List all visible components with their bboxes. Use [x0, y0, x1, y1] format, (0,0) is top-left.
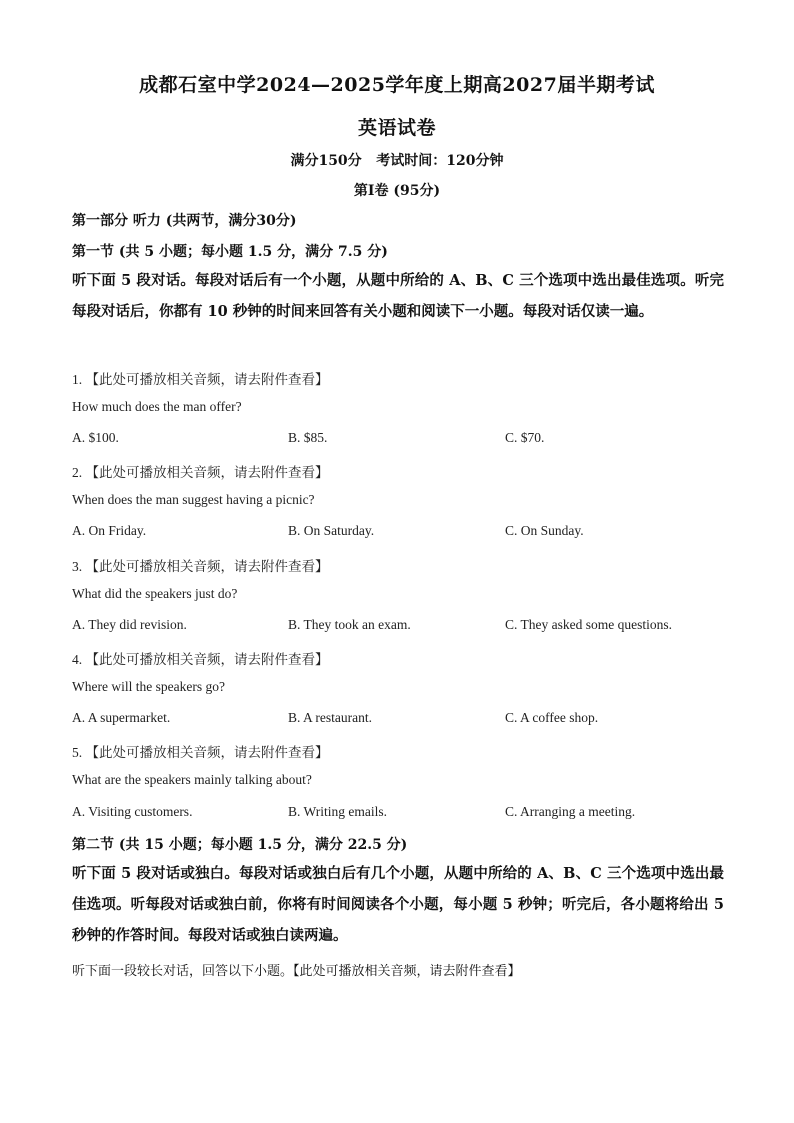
question-3-text: What did the speakers just do?	[72, 586, 238, 601]
question-1-audio-link[interactable]: 1. 【此处可播放相关音频，请去附件查看】	[72, 372, 329, 387]
section1-instructions: 听下面 5 段对话。每段对话后有一个小题，从题中所给的 A、B、C 三个选项中选出最佳选项。听完每段对话后，你都有 10 秒钟的时间来回答有关小题和阅读下一小题。每段对话仅读一遍。	[72, 272, 724, 320]
question-5-audio-link[interactable]: 5. 【此处可播放相关音频，请去附件查看】	[72, 745, 329, 760]
question-1-text: How much does the man offer?	[72, 399, 242, 414]
exam-title: 成都石室中学2024—2025学年度上期高2027届半期考试	[139, 74, 655, 96]
question-3-audio-link[interactable]: 3. 【此处可播放相关音频，请去附件查看】	[72, 559, 329, 574]
section2-instructions: 听下面 5 段对话或独白。每段对话或独白后有几个小题，从题中所给的 A、B、C 三个选项中选出最佳选项。听每段对话或独白前，你将有时间阅读各个小题，每小题 5 秒钟；听完后，各小题将给出 5 秒钟的作答时间。每段对话或独白读两遍。	[72, 865, 724, 944]
question-3-option-a: A. They did revision.	[72, 617, 187, 632]
volume-label: 第I卷 (95分)	[353, 183, 441, 199]
question-3-option-b: B. They took an exam.	[288, 617, 411, 632]
question-4-option-a: A. A supermarket.	[72, 710, 171, 725]
question-1-option-b: B. $85.	[288, 430, 328, 445]
question-4-option-c: C. A coffee shop.	[505, 710, 599, 725]
question-2-option-a: A. On Friday.	[72, 523, 147, 538]
score-time-info: 满分150分 考试时间：120分钟	[290, 153, 504, 169]
question-2-text: When does the man suggest having a picnic?	[72, 492, 315, 507]
exam-subject: 英语试卷	[357, 117, 436, 139]
question-1-option-c: C. $70.	[505, 430, 545, 445]
question-5-option-c: C. Arranging a meeting.	[505, 804, 636, 819]
question-1-option-a: A. $100.	[72, 430, 119, 445]
question-5-option-b: B. Writing emails.	[288, 804, 387, 819]
part1-heading: 第一部分 听力 (共两节，满分30分)	[72, 213, 297, 229]
section1-heading: 第一节 (共 5 小题；每小题 1.5 分，满分 7.5 分)	[72, 244, 388, 260]
question-4-text: Where will the speakers go?	[72, 679, 225, 694]
question-4-audio-link[interactable]: 4. 【此处可播放相关音频，请去附件查看】	[72, 652, 329, 667]
question-2-option-b: B. On Saturday.	[288, 523, 375, 538]
section2-heading: 第二节 (共 15 小题；每小题 1.5 分，满分 22.5 分)	[72, 837, 408, 853]
section2-lead-audio-link[interactable]: 听下面一段较长对话，回答以下小题。【此处可播放相关音频，请去附件查看】	[72, 964, 521, 979]
question-5-option-a: A. Visiting customers.	[72, 804, 193, 819]
question-4-option-b: B. A restaurant.	[288, 710, 372, 725]
question-2-audio-link[interactable]: 2. 【此处可播放相关音频，请去附件查看】	[72, 465, 329, 480]
question-2-option-c: C. On Sunday.	[505, 523, 584, 538]
question-5-text: What are the speakers mainly talking about?	[72, 772, 312, 787]
question-3-option-c: C. They asked some questions.	[505, 617, 672, 632]
